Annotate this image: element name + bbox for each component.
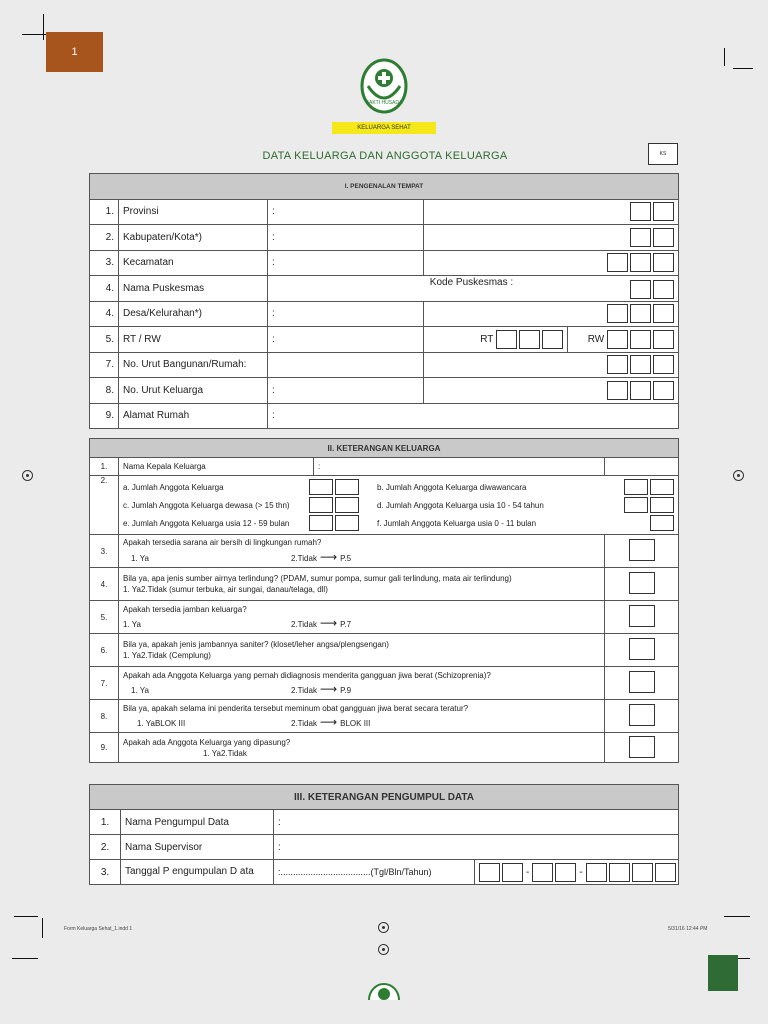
- table-row: 4. Nama Puskesmas Kode Puskesmas :: [90, 276, 679, 302]
- registration-mark-icon: [378, 922, 389, 933]
- page-number-badge: 1: [46, 32, 103, 72]
- table-row: 7. No. Urut Bangunan/Rumah:: [90, 352, 679, 378]
- bakti-husada-logo: [360, 58, 408, 116]
- table-row: 1. Nama Kepala Keluarga :: [90, 458, 679, 476]
- table-row: 8. No. Urut Keluarga :: [90, 378, 679, 404]
- table-row: 6. Bila ya, apakah jenis jambannya saniter? (kloset/leher angsa/plengsengan) 1. Ya2.Tidak (Cemplung): [90, 634, 679, 667]
- section-1-table: [89, 173, 679, 429]
- table-row: 3. Apakah tersedia sarana air bersih di lingkungan rumah? 1. Ya 2.Tidak ⟶ P.5: [90, 535, 679, 568]
- table-row: 2. Kabupaten/Kota*) :: [90, 225, 679, 251]
- ks-box: KS: [648, 143, 678, 165]
- registration-mark-icon: [22, 470, 33, 481]
- table-row: 9. Apakah ada Anggota Keluarga yang dipasung? 1. Ya2.Tidak: [90, 733, 679, 763]
- table-row: 7. Apakah ada Anggota Keluarga yang pernah didiagnosis menderita gangguan jiwa berat (Schizoprenia)? 1. Ya 2.Tidak ⟶ P.9: [90, 667, 679, 700]
- footer-filename: Form Keluarga Sehat_1.indd 1: [64, 926, 133, 932]
- section-2-table: [89, 438, 679, 763]
- kode-puskesmas-label: Kode Puskesmas :: [429, 277, 514, 289]
- table-row: 9. Alamat Rumah :: [90, 403, 679, 429]
- table-row: 3. Tanggal P engumpulan D ata :....................................(Tgl/Bln/Tahun) - -: [90, 860, 679, 885]
- footer-datetime: 5/31/16 12:44 PM: [668, 926, 708, 932]
- registration-mark-icon: [378, 944, 389, 955]
- logo-label: KELUARGA SEHAT: [332, 122, 436, 134]
- table-row: 1. Provinsi :: [90, 199, 679, 225]
- section-3-table: [89, 784, 679, 885]
- table-row: 4. Desa/Kelurahan*) :: [90, 301, 679, 327]
- section-3-header: III. KETERANGAN PENGUMPUL DATA: [90, 785, 679, 810]
- section-1-header: I. PENGENALAN TEMPAT: [90, 174, 679, 200]
- table-row: 8. Bila ya, apakah selama ini penderita tersebut meminum obat gangguan jiwa berat secara teratur? 1. YaBLOK III 2.Tidak ⟶ BLOK III: [90, 700, 679, 733]
- table-row: 2. a. Jumlah Anggota Keluarga b. Jumlah Anggota Keluarga diwawancara c. Jumlah Anggota Keluarga dewasa (> 15 thn) d. Jumlah Anggota Keluarga usia 10 - 54 tahun e. Jumlah Anggota Keluarga usia 12 - 59 bulan f. Jumlah Anggota Keluarga usia 0 - 11 bulan: [90, 476, 679, 535]
- form-title: DATA KELUARGA DAN ANGGOTA KELUARGA: [262, 150, 508, 162]
- table-row: 2. Nama Supervisor :: [90, 835, 679, 860]
- rt-label: RT: [480, 333, 494, 345]
- table-row: 4. Bila ya, apa jenis sumber airnya terlindung? (PDAM, sumur pompa, sumur gali terlindung, mata air terlindung) 1. Ya2.Tidak (sumur terbuka, air sungai, danau/telaga, dll): [90, 568, 679, 601]
- corner-tab: [708, 955, 738, 991]
- rw-label: RW: [587, 333, 605, 345]
- table-row: 3. Kecamatan :: [90, 250, 679, 276]
- registration-mark-icon: [733, 470, 744, 481]
- table-row: 1. Nama Pengumpul Data :: [90, 810, 679, 835]
- partial-logo: [366, 980, 402, 1000]
- table-row: 5. Apakah tersedia jamban keluarga? 1. Ya 2.Tidak ⟶ P.7: [90, 601, 679, 634]
- svg-text:BAKTI HUSADA: BAKTI HUSADA: [365, 100, 403, 106]
- table-row: 5. RT / RW : RT RW: [90, 327, 679, 353]
- section-2-header: II. KETERANGAN KELUARGA: [90, 439, 679, 458]
